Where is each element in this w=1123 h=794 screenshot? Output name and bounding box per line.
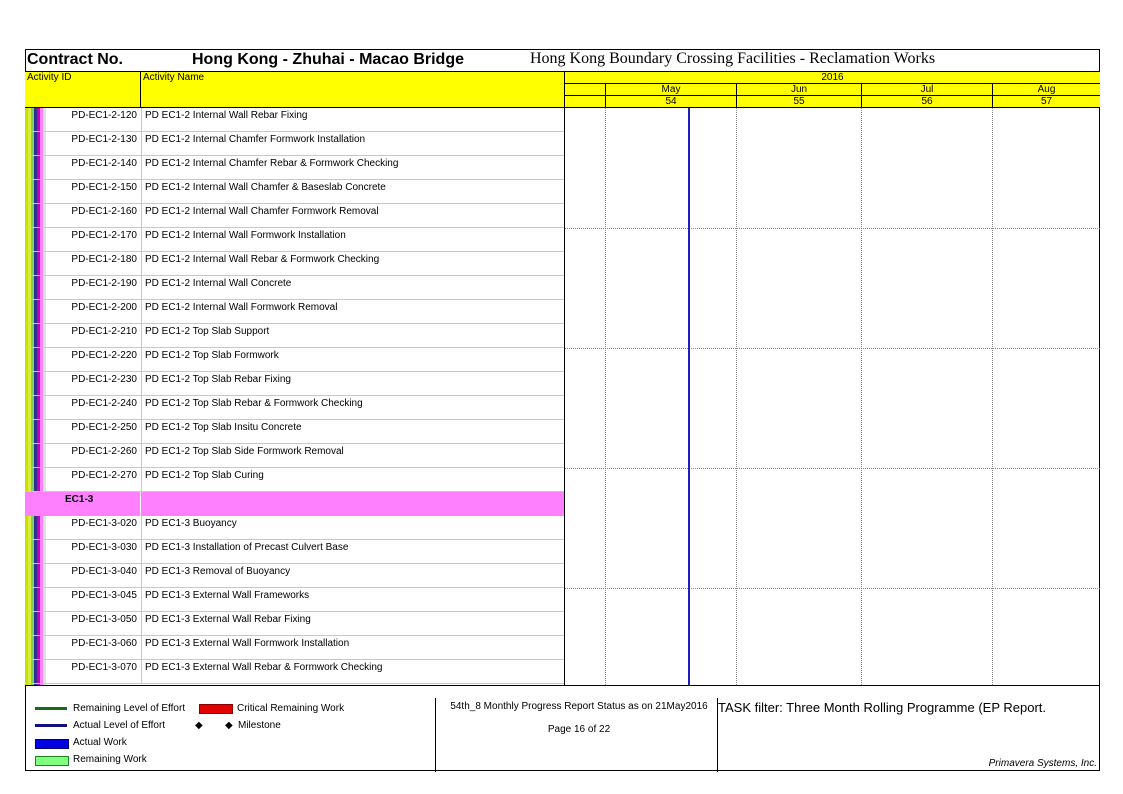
activity-name-header: Activity Name (143, 72, 205, 83)
group-divider (140, 492, 141, 516)
activity-name: PD EC1-2 Internal Wall Concrete (141, 276, 564, 299)
activity-row[interactable] (25, 564, 564, 588)
grid-hline (565, 228, 1100, 229)
legend-remaining-loe: Remaining Level of Effort (73, 703, 186, 714)
activity-row[interactable] (25, 348, 564, 372)
activity-name: PD EC1-2 Top Slab Rebar Fixing (141, 372, 564, 395)
activity-row[interactable] (25, 612, 564, 636)
timeline-month-prev (565, 84, 605, 107)
activity-row[interactable] (25, 660, 564, 684)
legend-actual-loe: Actual Level of Effort (73, 720, 166, 731)
activity-name: PD EC1-3 Removal of Buoyancy (141, 564, 564, 587)
legend-milestone: Milestone (238, 720, 281, 731)
month-number: 56 (921, 96, 933, 107)
month-number: 54 (665, 96, 677, 107)
activity-id: PD-EC1-3-060 (71, 638, 137, 649)
activity-id: PD-EC1-2-130 (71, 134, 137, 145)
activity-id: PD-EC1-2-180 (71, 254, 137, 265)
activity-name: PD EC1-2 Top Slab Support (141, 324, 564, 347)
footer-divider (435, 698, 436, 772)
grid-hline (565, 588, 1100, 589)
activity-name: PD EC1-2 Top Slab Rebar & Formwork Checking (141, 396, 564, 419)
contract-label: Contract No. (27, 51, 123, 68)
activity-row[interactable] (25, 372, 564, 396)
activity-row[interactable] (25, 252, 564, 276)
activity-id: PD-EC1-2-190 (71, 278, 137, 289)
task-filter: TASK filter: Three Month Rolling Programme (EP Report. (718, 700, 1047, 715)
column-header (25, 71, 1100, 108)
timeline-year: 2016 (565, 72, 1100, 84)
activity-row[interactable] (25, 204, 564, 228)
activity-name: PD EC1-2 Internal Wall Rebar Fixing (141, 108, 564, 131)
activity-row[interactable] (25, 468, 564, 492)
grid-vline (992, 108, 993, 685)
grid-vline (861, 108, 862, 685)
timeline-header (564, 72, 1100, 107)
footer (25, 685, 1100, 771)
activity-id: PD-EC1-2-250 (71, 422, 137, 433)
activity-id: PD-EC1-3-030 (71, 542, 137, 553)
timeline-month (992, 84, 1100, 107)
grid-hline (565, 348, 1100, 349)
wbs-group-name: EC1-3 (65, 494, 94, 505)
vendor-credit: Primavera Systems, Inc. (988, 758, 1097, 769)
activity-name: PD EC1-3 External Wall Frameworks (141, 588, 564, 611)
activity-name: PD EC1-2 Internal Wall Chamfer & Baseslab Concrete (141, 180, 564, 203)
activity-row[interactable] (25, 108, 564, 132)
project-title: Hong Kong - Zhuhai - Macao Bridge (192, 51, 464, 68)
activity-name: PD EC1-2 Internal Chamfer Rebar & Formwork Checking (141, 156, 564, 179)
wbs-group-row[interactable] (25, 492, 564, 516)
activity-id: PD-EC1-3-040 (71, 566, 137, 577)
activity-name: PD EC1-2 Top Slab Side Formwork Removal (141, 444, 564, 467)
activity-name: PD EC1-2 Internal Wall Rebar & Formwork Checking (141, 252, 564, 275)
activity-id: PD-EC1-3-050 (71, 614, 137, 625)
gantt-chart-area (564, 108, 1100, 685)
report-header (25, 49, 1100, 71)
activity-id: PD-EC1-2-260 (71, 446, 137, 457)
grid-vline (605, 108, 606, 685)
month-name: Aug (993, 84, 1100, 96)
activity-id: PD-EC1-2-210 (71, 326, 137, 337)
activity-id: PD-EC1-2-150 (71, 182, 137, 193)
month-number: 57 (1040, 96, 1053, 107)
milestone-diamond-icon: ◆ (225, 720, 233, 731)
activity-row[interactable] (25, 180, 564, 204)
activity-row[interactable] (25, 324, 564, 348)
activity-row[interactable] (25, 516, 564, 540)
activity-row[interactable] (25, 588, 564, 612)
activity-id-header: Activity ID (25, 72, 141, 107)
activity-id: PD-EC1-2-230 (71, 374, 137, 385)
activity-id: PD-EC1-2-160 (71, 206, 137, 217)
timeline-month (861, 84, 992, 107)
activity-id: PD-EC1-2-200 (71, 302, 137, 313)
month-name: Jun (737, 84, 861, 96)
activity-id: PD-EC1-3-020 (71, 518, 137, 529)
activity-id: PD-EC1-2-270 (71, 470, 137, 481)
activity-id: PD-EC1-2-240 (71, 398, 137, 409)
activity-name: PD EC1-3 External Wall Rebar Fixing (141, 612, 564, 635)
report-status: 54th_8 Monthly Progress Report Status as on 21May2016 (450, 701, 708, 712)
activity-id: PD-EC1-2-220 (71, 350, 137, 361)
activity-name: PD EC1-2 Top Slab Insitu Concrete (141, 420, 564, 443)
activity-id: PD-EC1-2-170 (71, 230, 137, 241)
grid-vline (736, 108, 737, 685)
project-subtitle: Hong Kong Boundary Crossing Facilities - Reclamation Works (530, 50, 936, 67)
activity-id: PD-EC1-2-140 (71, 158, 137, 169)
month-name: May (606, 84, 736, 96)
diamond-icon: ◆ (195, 720, 203, 731)
activity-name: PD EC1-2 Top Slab Curing (141, 468, 564, 491)
activity-id: PD-EC1-2-120 (71, 110, 137, 121)
remaining-loe-symbol (35, 707, 67, 710)
activity-row[interactable] (25, 276, 564, 300)
activity-name: PD EC1-3 External Wall Formwork Installation (141, 636, 564, 659)
activity-name: PD EC1-3 Buoyancy (141, 516, 564, 539)
actual-work-symbol (35, 739, 69, 749)
activity-row[interactable] (25, 444, 564, 468)
activity-name: PD EC1-3 External Wall Rebar & Formwork Checking (141, 660, 564, 683)
activity-row[interactable] (25, 132, 564, 156)
actual-loe-symbol (35, 724, 67, 727)
activity-id: PD-EC1-3-070 (71, 662, 137, 673)
activity-id: PD-EC1-3-045 (71, 590, 137, 601)
activity-row[interactable] (25, 228, 564, 252)
grid-hline (565, 468, 1100, 469)
activity-row[interactable] (25, 300, 564, 324)
timeline-month (605, 84, 736, 107)
month-number: 55 (793, 96, 805, 107)
page-number: Page 16 of 22 (547, 724, 611, 735)
data-date-line (688, 108, 690, 685)
activity-row[interactable] (25, 540, 564, 564)
legend-remaining-work: Remaining Work (73, 754, 147, 765)
activity-row[interactable] (25, 420, 564, 444)
legend-actual-work: Actual Work (73, 737, 127, 748)
activity-name: PD EC1-2 Internal Wall Formwork Removal (141, 300, 564, 323)
activity-name: PD EC1-2 Top Slab Formwork (141, 348, 564, 371)
activity-row[interactable] (25, 396, 564, 420)
activity-name: PD EC1-3 Installation of Precast Culvert Base (141, 540, 564, 563)
activity-row[interactable] (25, 636, 564, 660)
activity-name: PD EC1-2 Internal Chamfer Formwork Installation (141, 132, 564, 155)
activity-name: PD EC1-2 Internal Wall Chamfer Formwork Removal (141, 204, 564, 227)
timeline-month (736, 84, 861, 107)
remaining-work-symbol (35, 756, 69, 766)
legend-critical-remaining: Critical Remaining Work (237, 703, 345, 714)
critical-remaining-symbol (199, 704, 233, 714)
activity-name: PD EC1-2 Internal Wall Formwork Installation (141, 228, 564, 251)
activity-row[interactable] (25, 156, 564, 180)
month-name: Jul (862, 84, 992, 96)
